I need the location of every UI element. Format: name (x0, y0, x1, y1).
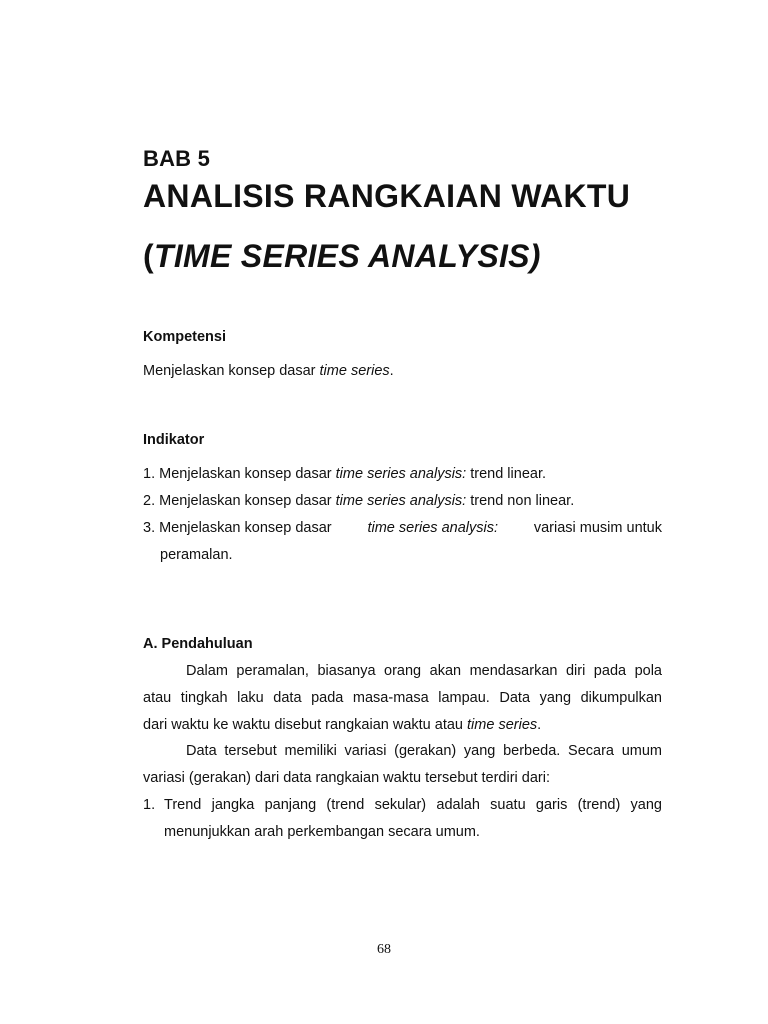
indikator-item-post: variasi musim untuk (533, 520, 662, 536)
pendahuluan-heading: A. Pendahuluan (143, 636, 253, 652)
pendahuluan-list-item (143, 797, 662, 815)
indikator-item-num: 2. (143, 493, 156, 509)
indikator-item-post: trend linear. (466, 466, 547, 482)
pendahuluan-p2-line2: variasi (gerakan) dari data rangkaian waktu tersebut terdiri dari: (143, 770, 551, 786)
subtitle-paren: ( (143, 238, 154, 274)
indikator-item (143, 520, 662, 536)
indikator-item-num: 3. (143, 520, 156, 536)
p1-line3-end: . (537, 717, 542, 733)
list-item-line2: menunjukkan arah perkembangan secara umum. (164, 824, 480, 840)
pendahuluan-p1-line2: atau tingkah laku data pada masa-masa lampau. Data yang dikumpulkan (143, 690, 662, 706)
pendahuluan-p1-line1: Dalam peramalan, biasanya orang akan mendasarkan diri pada pola (186, 663, 662, 679)
indikator-item (143, 493, 574, 509)
indikator-item-justified (159, 520, 662, 536)
chapter-label: BAB 5 (143, 146, 211, 171)
indikator-item-post: trend non linear. (466, 493, 575, 509)
indikator-item-italic: time series analysis: (335, 466, 467, 482)
indikator-item-pre: Menjelaskan konsep dasar (159, 466, 336, 482)
p1-line3-italic: time series (467, 717, 538, 733)
indikator-item-italic: time series analysis: (335, 493, 467, 509)
kompetensi-text-end: . (389, 363, 394, 379)
indikator-item-pre: Menjelaskan konsep dasar (159, 520, 332, 536)
chapter-title: ANALISIS RANGKAIAN WAKTU (143, 178, 631, 214)
indikator-item-pre: Menjelaskan konsep dasar (159, 493, 336, 509)
p1-line3-plain: dari waktu ke waktu disebut rangkaian waktu atau (143, 717, 468, 733)
pendahuluan-p2-line1: Data tersebut memiliki variasi (gerakan) yang berbeda. Secara umum (186, 743, 662, 759)
pendahuluan-p1-line3 (143, 717, 541, 733)
list-item-num: 1. (143, 797, 156, 813)
indikator-item-num: 1. (143, 466, 156, 482)
kompetensi-text-plain: Menjelaskan konsep dasar (143, 363, 320, 379)
kompetensi-heading: Kompetensi (143, 329, 226, 345)
subtitle-italic: TIME SERIES ANALYSIS) (153, 238, 541, 274)
indikator-item-italic: time series analysis: (367, 520, 498, 536)
indikator-item (143, 466, 546, 482)
chapter-subtitle (143, 238, 541, 275)
list-item-line1: Trend jangka panjang (trend sekular) adalah suatu garis (trend) yang (164, 797, 662, 813)
page-number: 68 (377, 942, 391, 957)
indikator-item-continuation: peramalan. (160, 547, 233, 563)
kompetensi-text-italic: time series (319, 363, 390, 379)
indikator-heading: Indikator (143, 432, 205, 448)
kompetensi-text (143, 363, 394, 379)
